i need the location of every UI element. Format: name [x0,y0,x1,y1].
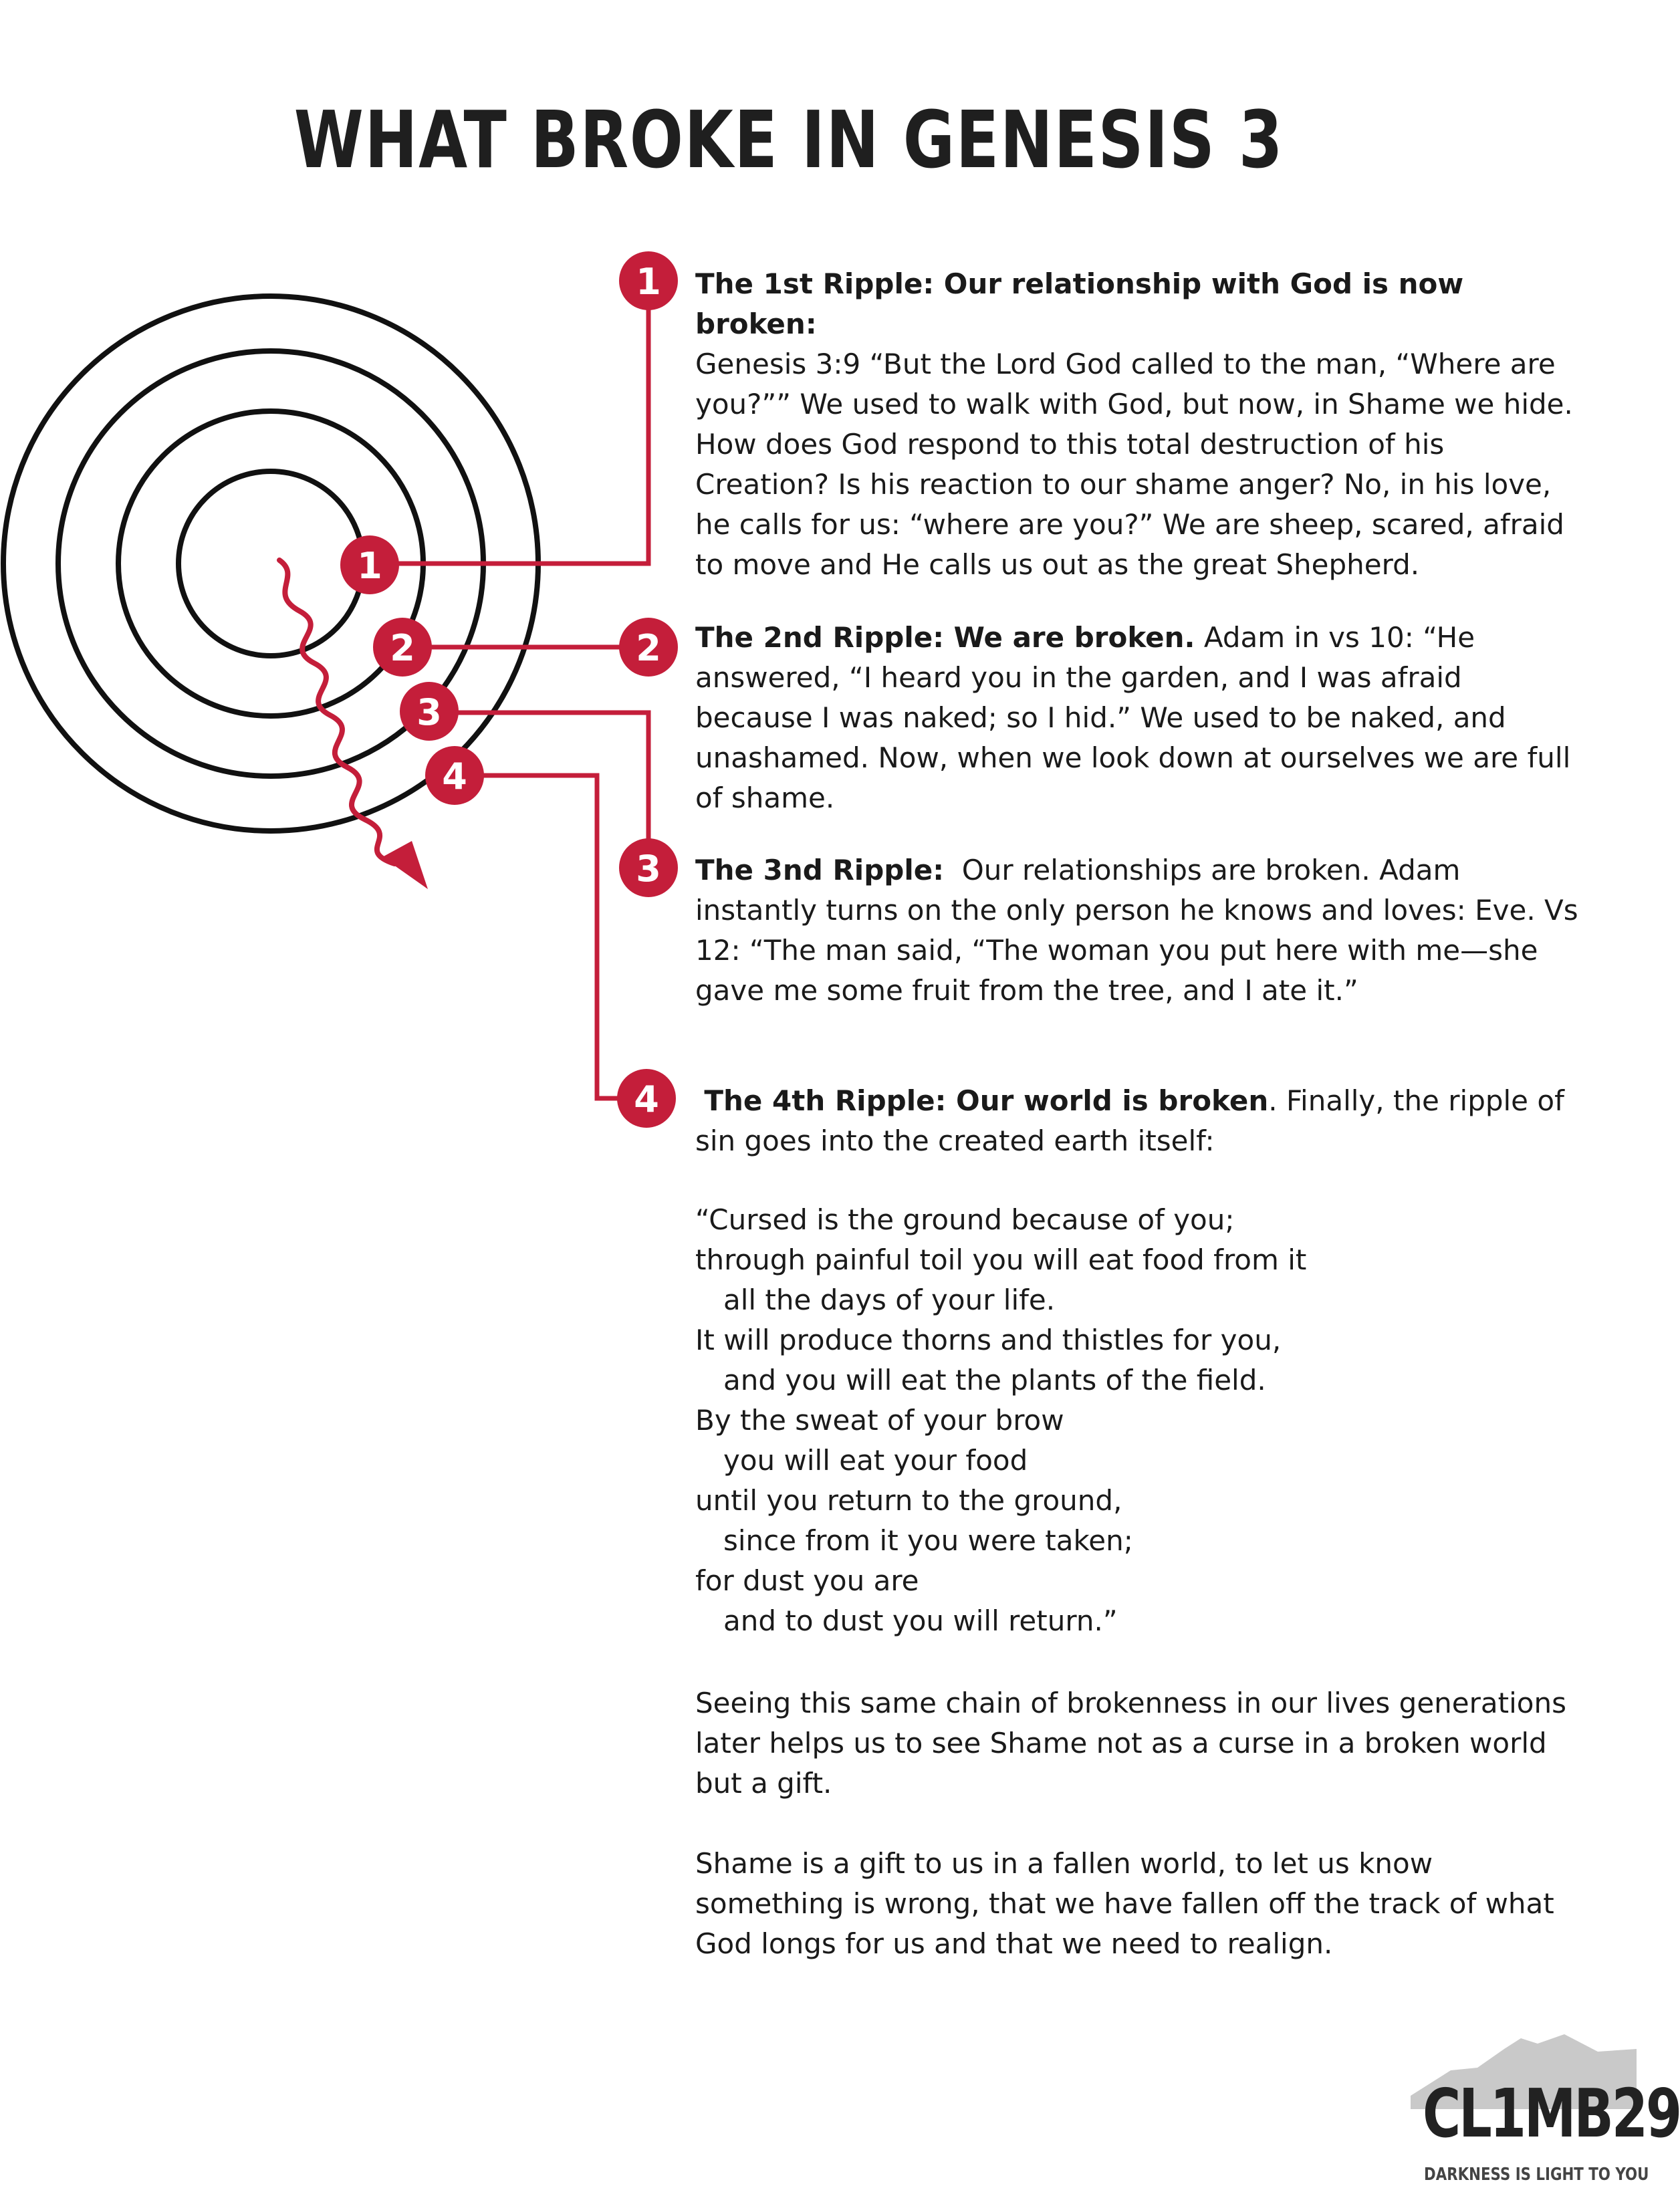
poem-line: since from it you were taken; [723,1524,1133,1557]
poem-line: “Cursed is the ground because of you; [695,1203,1235,1236]
poem-line: By the sweat of your brow [695,1404,1064,1437]
marker-4-ring [425,746,484,805]
marker-1-text [619,251,678,310]
ripple-4-body: . Finally, the ripple of sin goes into the created earth itself: [695,1084,1564,1157]
ripple-2-text [695,618,1584,818]
brand-tagline: DARKNESS IS LIGHT TO YOU [1424,2165,1649,2185]
marker-4-text [617,1069,676,1128]
page-title: WHAT BROKE IN GENESIS 3 [293,94,1284,186]
ring-1 [178,471,363,656]
poem-line: for dust you are [695,1564,919,1597]
marker-3-text [619,838,678,897]
ripple-1-body: Genesis 3:9 “But the Lord God called to the man, “Where are you?”” We used to walk with God, but now, in Shame we hide. How does God respond to this total destruction of his Creation? Is his reaction to our shame anger? No, in his love, he calls for us: “where are you?” We are sheep, scared, afraid to move and He calls us out as the great Shepherd. [695,348,1573,581]
ripple-3-heading: The 3nd Ripple: [695,854,945,886]
ripple-2-heading: The 2nd Ripple: We are broken. [695,621,1195,654]
scripture-poem [695,1200,1306,1641]
marker-3-ring [400,682,459,741]
connector-1 [370,281,648,564]
poem-line: through painful toil you will eat food from it [695,1243,1307,1276]
svg-text:1: 1 [636,261,661,303]
poem-line: you will eat your food [723,1444,1028,1477]
poem-line: until you return to the ground, [695,1484,1122,1517]
ripple-2-body: Adam in vs 10: “He answered, “I heard you in the garden, and I was afraid because I was naked; so I hid.” We used to be naked, and unashamed. Now, when we look down at ourselves we are full of shame. [695,621,1571,814]
ripple-4-text [695,1081,1584,1161]
marker-2-ring [373,618,432,677]
poem-line: and you will eat the plants of the field. [723,1364,1266,1396]
closing-paragraph-1: Seeing this same chain of brokenness in our lives generations later helps us to see Shame not as a curse in a broken world but a gift. [695,1687,1566,1800]
svg-text:3: 3 [636,848,661,890]
svg-text:2: 2 [390,627,415,669]
marker-2-text [619,618,678,677]
closing-paragraph-2: Shame is a gift to us in a fallen world, to let us know something is wrong, that we have fallen off the track of what God longs for us and that we need to realign. [695,1847,1554,1960]
ripple-1-heading: The 1st Ripple: Our relationship with God is now broken: [695,267,1464,340]
ripple-1-text [695,264,1584,585]
svg-text:3: 3 [416,691,442,733]
svg-text:4: 4 [442,755,467,798]
connector-4 [455,775,648,1098]
brand-logo: CL1MB29 [1423,2074,1680,2153]
svg-text:4: 4 [634,1078,659,1120]
svg-text:2: 2 [636,627,661,669]
ripple-4-heading: The 4th Ripple: Our world is broken [704,1084,1269,1117]
poem-line: all the days of your life. [723,1284,1056,1316]
svg-text:1: 1 [357,545,382,587]
marker-1-ring [340,535,399,594]
arrow-head [382,841,428,889]
ripple-3-body: Our relationships are broken. Adam instantly turns on the only person he knows and loves: Eve. Vs 12: “The man said, “The woman you put here with me—she gave me some fruit from the tree, and I ate it.” [695,854,1578,1007]
poem-line: It will produce thorns and thistles for you, [695,1324,1282,1356]
ripple-3-text [695,850,1584,1011]
poem-line: and to dust you will return.” [723,1604,1118,1637]
